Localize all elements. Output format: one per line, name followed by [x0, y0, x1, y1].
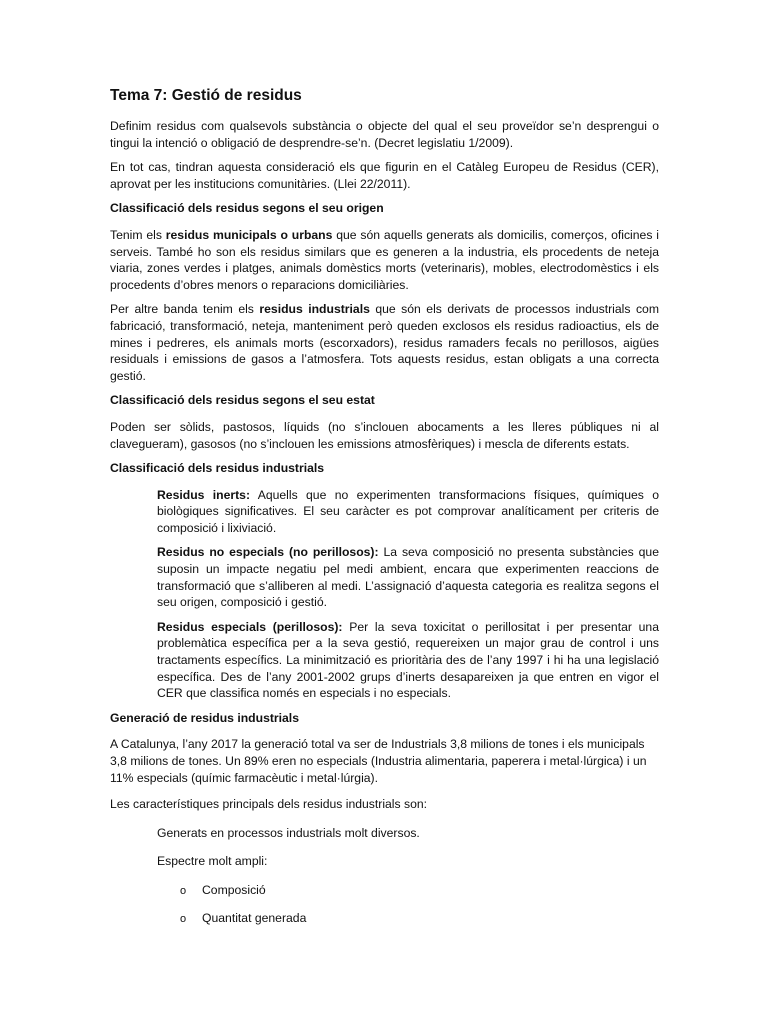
paragraph-non-special-text: La seva composició no presenta substàncies que suposin un impacte negatiu pel medi ambient, encara que experimenten reaccions de transformació que s’alliberen al medi. L’assignació d’aquesta categoria es realitza segons el seu origen, composició i gestió.	[157, 545, 659, 610]
paragraph-municipal-pre: Tenim els	[110, 227, 166, 242]
term-industrial: residus industrials	[259, 302, 370, 317]
term-special: Residus especials (perillosos):	[157, 619, 343, 634]
bullet-list	[180, 882, 659, 927]
paragraph-municipal-post: que són aquells generats als domicilis, comerços, oficines i serveis. També ho son els residus similars que es generen a la industria, els procedents de neteja viaria, zones verdes i platges, animals domèstics morts (veterinaris), mobles, electrodomèstics i els procedents d’obres menors o reparacions domiciliàries.	[110, 227, 659, 292]
list-item-text: Composició	[202, 882, 266, 897]
paragraph-spectrum: Espectre molt ampli:	[157, 854, 268, 869]
paragraph-municipal	[110, 227, 659, 293]
term-non-special: Residus no especials (no perillosos):	[157, 545, 379, 560]
page-title: Tema 7: Gestió de residus	[110, 87, 302, 104]
paragraph-industrial	[110, 301, 659, 384]
heading-state: Classificació dels residus segons el seu estat	[110, 393, 375, 408]
paragraph-special	[157, 619, 659, 702]
list-item	[180, 882, 659, 900]
paragraph-industrial-post: que són els derivats de processos industrials com fabricació, transformació, neteja, manteniment però queden exclosos els residus radioactius, els de mines i pedreres, els animals morts (escorxadors), residus ramaders fecals no perillosos, aigües residuals i emissions de gasos a l’atmosfera. Tots aquests residus, estan obligats a una correcta gestió.	[110, 302, 659, 383]
paragraph-non-special	[157, 544, 659, 610]
list-item	[180, 910, 659, 928]
paragraph-special-text: Per la seva toxicitat o perillositat i per presentar una problemàtica específica per a la seva gestió, requereixen un major grau de control i uns tractaments específics. La minimització es prioritària des de l’any 1997 i hi ha una legislació específica. Des de l’any 2001-2002 grups d’inerts desapareixen ja que entren en vigor el CER que classifica només en especials i no especials.	[157, 619, 659, 701]
heading-origin: Classificació dels residus segons el seu origen	[110, 201, 384, 216]
bullet-mark: o	[180, 884, 187, 897]
term-inert: Residus inerts:	[157, 487, 251, 502]
heading-generation: Generació de residus industrials	[110, 710, 299, 725]
paragraph-catalunya: A Catalunya, l’any 2017 la generació total va ser de Industrials 3,8 milions de tones i els municipals 3,8 milions de tones. Un 89% eren no especials (Industria alimentaria, paperera i metal·lúrgica) i un 11% especials (químic farmacèutic i metal·lúrgia).	[110, 737, 647, 785]
paragraph-states: Poden ser sòlids, pastosos, líquids (no s’inclouen abocaments a les lleres públiques ni al clavegueram), gasosos (no s’inclouen les emissions atmosfèriques) i mescla de diferents estats.	[110, 419, 659, 451]
heading-industrial-classification: Classificació dels residus industrials	[110, 461, 325, 476]
paragraph-characteristics: Les característiques principals dels residus industrials son:	[110, 797, 428, 812]
paragraph-inert	[157, 487, 659, 537]
paragraph-inert-text: Aquells que no experimenten transformacions físiques, químiques o biològiques significatives. El seu caràcter es pot comprovar analíticament per criteris de composició i lixiviació.	[157, 487, 659, 535]
paragraph-industrial-pre: Per altre banda tenim els	[110, 302, 260, 317]
paragraph-cer: En tot cas, tindran aquesta consideració els que figurin en el Catàleg Europeu de Residus (CER), aprovat per les institucions comunitàries. (Llei 22/2011).	[110, 160, 659, 191]
list-item-text: Quantitat generada	[202, 910, 307, 925]
bullet-mark: o	[180, 912, 187, 925]
paragraph-definition: Definim residus com qualsevols substància o objecte del qual el seu proveïdor se’n desprengui o tingui la intenció o obligació de desprendre-se’n. (Decret legislatiu 1/2009).	[110, 119, 659, 150]
paragraph-generated: Generats en processos industrials molt diversos.	[157, 825, 420, 840]
term-municipal: residus municipals o urbans	[165, 227, 333, 242]
